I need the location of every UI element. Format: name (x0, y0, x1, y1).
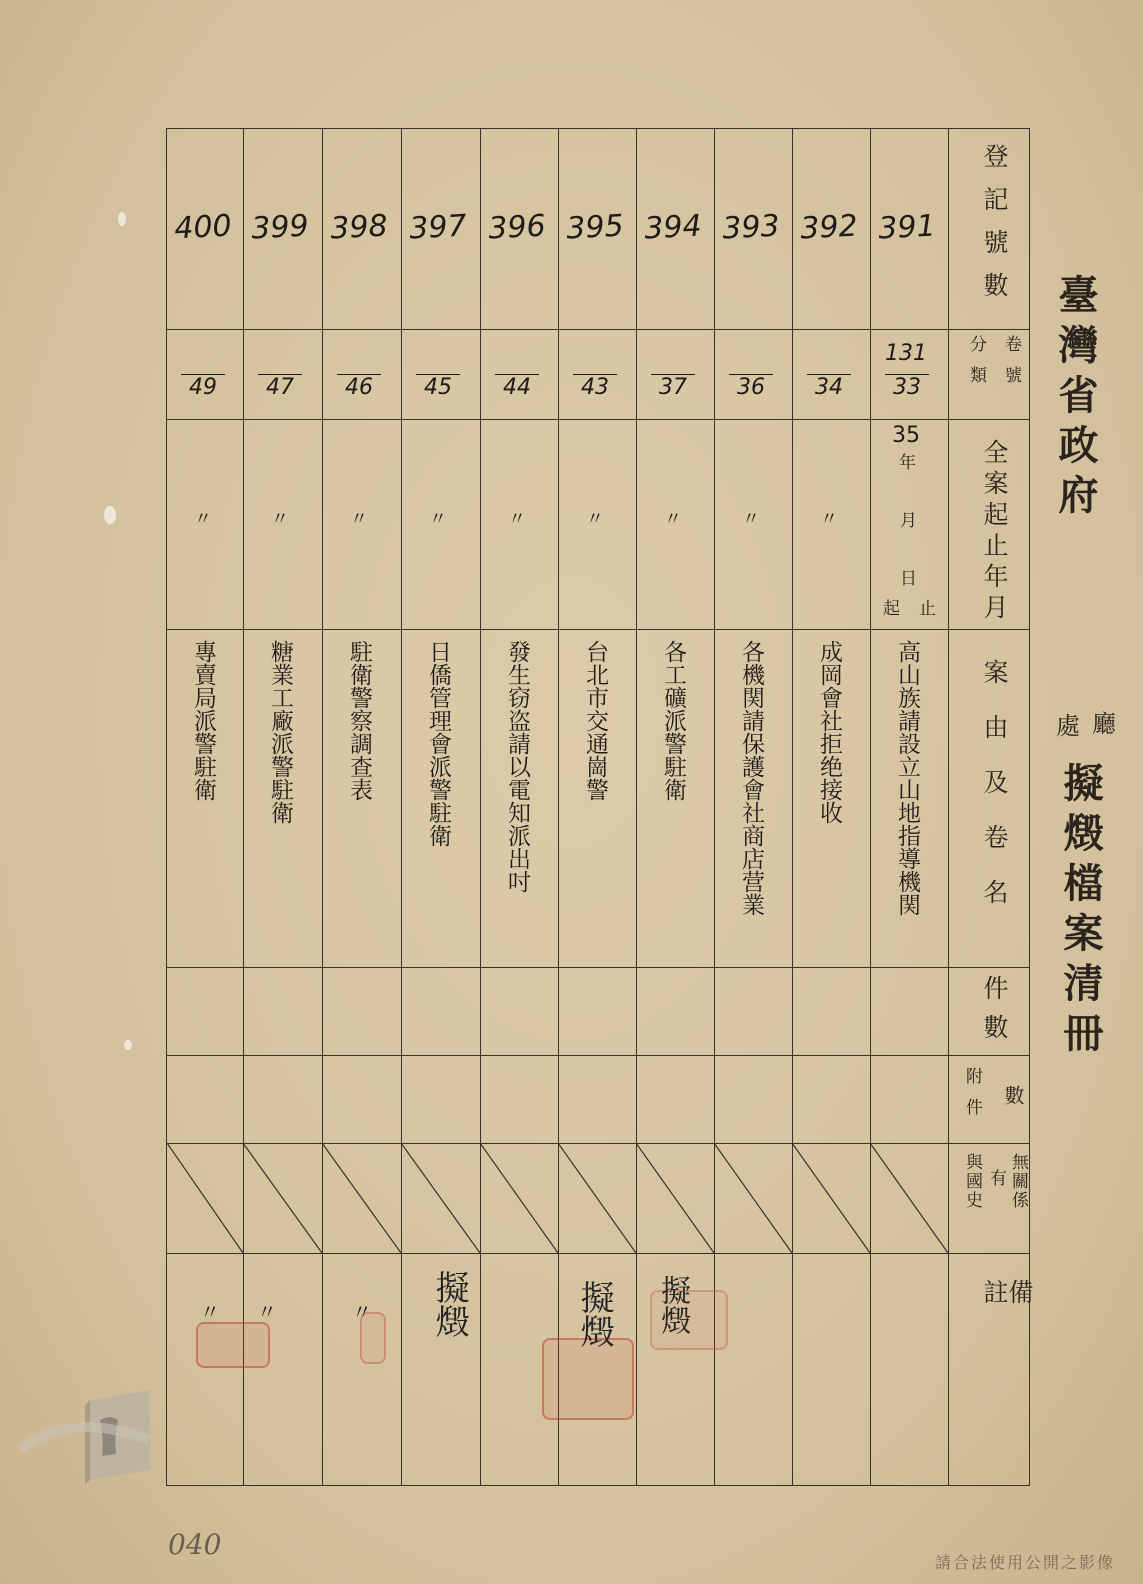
date-year-value: 35 (892, 423, 920, 448)
date-ditto-399: 〃 (271, 509, 289, 530)
reg-number-397: 397 (408, 208, 468, 247)
subject-399: 糖業工廠派警駐衛 (267, 640, 293, 824)
vol-number-391: 33 (893, 375, 921, 400)
document-title: 臺灣省政府 (1052, 274, 1099, 524)
remark-400: 〃 (200, 1300, 220, 1324)
document-subtitle: 擬燬檔案清冊 (1057, 762, 1104, 1062)
reg-number-394: 394 (643, 208, 703, 247)
reg-number-399: 399 (250, 208, 310, 247)
date-month-label: 月 (900, 511, 917, 531)
vol-number-398: 46 (345, 375, 373, 400)
subject-395: 台北市交通崗警 (582, 640, 608, 801)
date-ditto-397: 〃 (429, 509, 447, 530)
dept-label-1: 廳 (1092, 710, 1116, 738)
remark-397: 擬燬 (429, 1270, 469, 1338)
header-dates: 全案起止年月 (980, 439, 1009, 625)
usage-watermark: 請合法使用公開之影像 (935, 1553, 1116, 1572)
archive-logo-icon (10, 1380, 160, 1500)
header-relation-2: 有 (986, 1169, 1006, 1186)
page-number: 040 (168, 1528, 222, 1561)
subject-396: 發生窃盗請以電知派出吋 (504, 640, 530, 893)
subject-393: 各機関請保護會社商店营業 (738, 640, 764, 916)
header-relation-1: 無關係 (1008, 1153, 1028, 1210)
vol-number-399: 47 (266, 375, 294, 400)
remark-399: 〃 (257, 1300, 277, 1324)
date-ditto-400: 〃 (194, 509, 212, 530)
date-year-label: 年 (899, 453, 916, 473)
seal-stamp (542, 1338, 634, 1420)
date-ditto-392: 〃 (820, 509, 838, 530)
reg-number-395: 395 (565, 208, 625, 247)
remark-394: 擬燬 (655, 1275, 690, 1335)
subject-398: 駐衛警察調查表 (346, 640, 372, 801)
header-remark: 備註 (980, 1279, 1034, 1414)
vol-number-394: 37 (659, 375, 687, 400)
vol-number-392: 34 (815, 375, 843, 400)
header-reg-number: 登記號數 (980, 143, 1009, 315)
subject-400: 專賣局派警駐衛 (190, 640, 216, 801)
reg-number-391: 391 (877, 208, 937, 247)
header-attachment-number: 數 (1001, 1085, 1025, 1105)
subject-391: 高山族請設立山地指導機関 (894, 640, 920, 916)
date-ditto-395: 〃 (586, 509, 604, 530)
date-day-label: 日 (900, 569, 917, 589)
punch-hole (118, 212, 126, 226)
subject-397: 日僑管理會派警駐衛 (425, 640, 451, 847)
vol-number-395: 43 (581, 375, 609, 400)
header-vol-number: 卷號 (1001, 335, 1021, 397)
top-classification: 131 (885, 341, 927, 366)
header-count: 件數 (980, 975, 1009, 1053)
dept-label-2: 處 (1056, 712, 1080, 740)
date-ditto-398: 〃 (350, 509, 368, 530)
vol-number-397: 45 (424, 375, 452, 400)
vol-number-400: 49 (189, 375, 217, 400)
remark-398: 〃 (352, 1300, 372, 1324)
date-start-label: 起 (883, 599, 900, 619)
reg-number-393: 393 (721, 208, 781, 247)
date-end-label: 止 (919, 599, 936, 619)
vol-number-393: 36 (737, 375, 765, 400)
date-ditto-396: 〃 (508, 509, 526, 530)
vol-number-396: 44 (503, 375, 531, 400)
date-ditto-394: 〃 (664, 509, 682, 530)
punch-hole (104, 506, 116, 524)
punch-hole (124, 1040, 132, 1050)
remark-395: 擬燬 (574, 1280, 614, 1348)
reg-number-398: 398 (329, 208, 389, 247)
header-relation-3: 與國史 (962, 1153, 982, 1210)
header-subject: 案由及卷名 (980, 659, 1009, 934)
reg-number-400: 400 (173, 208, 233, 247)
subject-394: 各工礦派警駐衛 (660, 640, 686, 801)
reg-number-396: 396 (487, 208, 547, 247)
reg-number-392: 392 (799, 208, 859, 247)
seal-stamp (196, 1322, 270, 1368)
header-classification: 分類 (966, 335, 986, 397)
header-attachment: 附件 (962, 1067, 982, 1129)
subject-392: 成岡會社拒绝接收 (816, 640, 842, 824)
relation-diagonals (167, 1143, 949, 1253)
date-ditto-393: 〃 (742, 509, 760, 530)
